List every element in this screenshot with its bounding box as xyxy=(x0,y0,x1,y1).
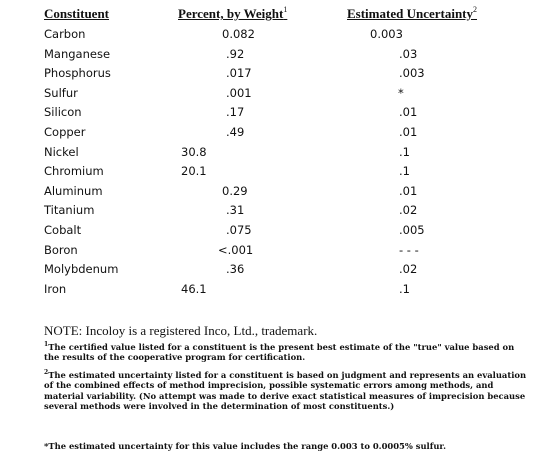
percent-value: 0.082 xyxy=(222,27,255,41)
table-row xyxy=(0,104,536,124)
percent-value: .001 xyxy=(226,85,252,100)
uncertainty-value: .1 xyxy=(399,164,410,179)
constituent-name: Iron xyxy=(44,281,67,296)
constituent-name: Aluminum xyxy=(44,183,103,198)
table-row xyxy=(0,222,536,242)
constituent-name: Carbon xyxy=(44,27,86,41)
header-constituent-text: Constituent xyxy=(44,6,110,21)
percent-value: <.001 xyxy=(218,242,254,257)
percent-value: 20.1 xyxy=(181,164,207,179)
footnote-1-text: The certified value listed for a constituent is the present best estimate of the "true" value based on the results of the cooperative program for certification. xyxy=(44,342,515,363)
footnote-1-mark: 1 xyxy=(44,341,49,348)
table-row xyxy=(0,65,536,85)
percent-value: .31 xyxy=(226,203,245,218)
uncertainty-value: - - - xyxy=(399,242,419,257)
constituent-name: Nickel xyxy=(44,144,79,159)
header-uncertainty xyxy=(347,6,477,23)
footnote-3 xyxy=(44,441,530,451)
footnote-2-mark: 2 xyxy=(44,369,49,376)
header-uncertainty-footnote-mark: 2 xyxy=(473,5,478,14)
percent-value: .17 xyxy=(226,105,245,120)
constituent-name: Chromium xyxy=(44,164,104,179)
constituent-name: Copper xyxy=(44,125,86,139)
header-percent-text: Percent, by Weight xyxy=(178,6,284,21)
constituent-name: Silicon xyxy=(44,105,82,120)
percent-value: 30.8 xyxy=(181,144,207,159)
percent-value: .36 xyxy=(226,262,245,277)
footnote-3-text: *The estimated uncertainty for this value includes the range 0.003 to 0.0005% sulfur. xyxy=(44,441,446,451)
uncertainty-value: .01 xyxy=(399,125,418,139)
uncertainty-value: .1 xyxy=(399,281,410,296)
uncertainty-value: .01 xyxy=(399,105,418,120)
uncertainty-value: .003 xyxy=(399,66,425,81)
header-percent xyxy=(178,6,287,23)
percent-value: .49 xyxy=(226,125,245,139)
percent-value: .017 xyxy=(226,66,252,81)
table-row xyxy=(0,26,536,46)
table-row xyxy=(0,183,536,203)
footnote-2 xyxy=(44,370,530,411)
uncertainty-value: .005 xyxy=(399,223,425,237)
table-row xyxy=(0,202,536,222)
uncertainty-value: * xyxy=(398,85,404,100)
constituent-name: Sulfur xyxy=(44,85,78,100)
header-uncertainty-text: Estimated Uncertainty xyxy=(347,6,474,21)
percent-value: .075 xyxy=(226,223,252,237)
uncertainty-value: .1 xyxy=(399,144,410,159)
constituent-name: Cobalt xyxy=(44,223,82,237)
table-row xyxy=(0,144,536,164)
constituent-name: Manganese xyxy=(44,46,111,61)
constituent-name: Titanium xyxy=(44,203,95,218)
table-row xyxy=(0,261,536,281)
footnote-1 xyxy=(44,342,530,363)
percent-value: 46.1 xyxy=(181,281,207,296)
table-row xyxy=(0,46,536,66)
percent-value: 0.29 xyxy=(222,183,248,198)
header-percent-footnote-mark: 1 xyxy=(283,5,288,14)
constituent-name: Boron xyxy=(44,242,78,257)
uncertainty-value: 0.003 xyxy=(370,27,403,41)
table-row xyxy=(0,85,536,105)
footnote-2-text: The estimated uncertainty listed for a constituent is based on judgment and represents an evaluation of the combined effects of method imprecision, possible systematic errors among methods, and material variability. (No attempt was made to derive exact statistical measures of imprecision because several methods were involved in the determination of most constituents.) xyxy=(44,370,527,411)
uncertainty-value: .02 xyxy=(399,203,418,218)
table-row xyxy=(0,281,536,301)
table-row xyxy=(0,163,536,183)
trademark-note: NOTE: Incoloy is a registered Inco, Ltd., trademark. xyxy=(44,323,318,338)
header-constituent xyxy=(44,6,109,21)
table-row xyxy=(0,124,536,144)
percent-value: .92 xyxy=(226,46,245,61)
uncertainty-value: .02 xyxy=(399,262,418,277)
constituent-name: Molybdenum xyxy=(44,262,119,277)
uncertainty-value: .01 xyxy=(399,183,418,198)
uncertainty-value: .03 xyxy=(399,46,418,61)
constituent-name: Phosphorus xyxy=(44,66,111,81)
table-row xyxy=(0,242,536,262)
